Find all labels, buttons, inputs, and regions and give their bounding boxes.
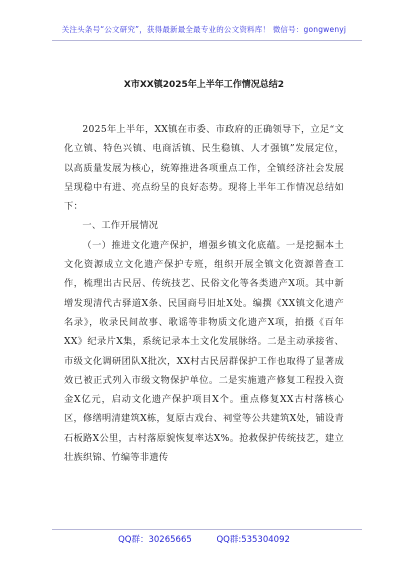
document-body <box>64 120 344 467</box>
footer-qq-group-2: QQ群:535304092 <box>216 535 290 545</box>
content-paragraph: （一）推进文化遗产保护，增强乡镇文化底蕴。一是挖掘本土文化资源成立文化遗产保护专班，组织开展全镇文化资源普查工作，梳理出古民居、传统技艺、民俗文化等各类遗产X项。其中新增发现清代古驿道X条、民国商号旧址X处。编撰《XX镇文化遗产名录》，收录民间故事、歌谣等非物质文化遗产X项，拍摄《百年XX》纪录片X集，系统记录本土文化发展脉络。二是主动承接省、市级文化调研团队X批次，XX村古民居群保护工作也取得了显著成效已被正式列入市级文物保护单位。二是实施遗产修复工程投入资金X亿元，启动文化遗产保护项目X个。重点修复XX古村落核心区，修缮明清建筑X栋，复原古戏台、祠堂等公共建筑X处，铺设青石板路X公里，古村落原貌恢复率达X%。抢救保护传统技艺，建立壮族织锦、竹编等非遗传 <box>64 239 344 464</box>
document-title: X市XX镇2025年上半年工作情况总结2 <box>123 80 285 90</box>
footer <box>0 533 408 545</box>
footer-qq-group-1: QQ群：30265665 <box>118 535 192 545</box>
section-heading: 一、工作开展情况 <box>82 220 159 232</box>
footer-divider <box>52 529 362 530</box>
header-divider <box>52 40 362 41</box>
intro-paragraph: 2025年上半年，XX镇在市委、市政府的正确领导下，立足“文化立镇、特色兴镇、电商活镇、民生稳镇、人才强镇”发展定位，以高质量发展为核心，统筹推进各项重点工作，全镇经济社会发展呈现稳中有进、亮点纷呈的良好态势。现将上半年工作情况总结如下： <box>64 124 344 213</box>
header-banner: 关注头条号“公文研究”，获得最新最全最专业的公文资料库！ 微信号：gongwenyj <box>61 25 347 34</box>
